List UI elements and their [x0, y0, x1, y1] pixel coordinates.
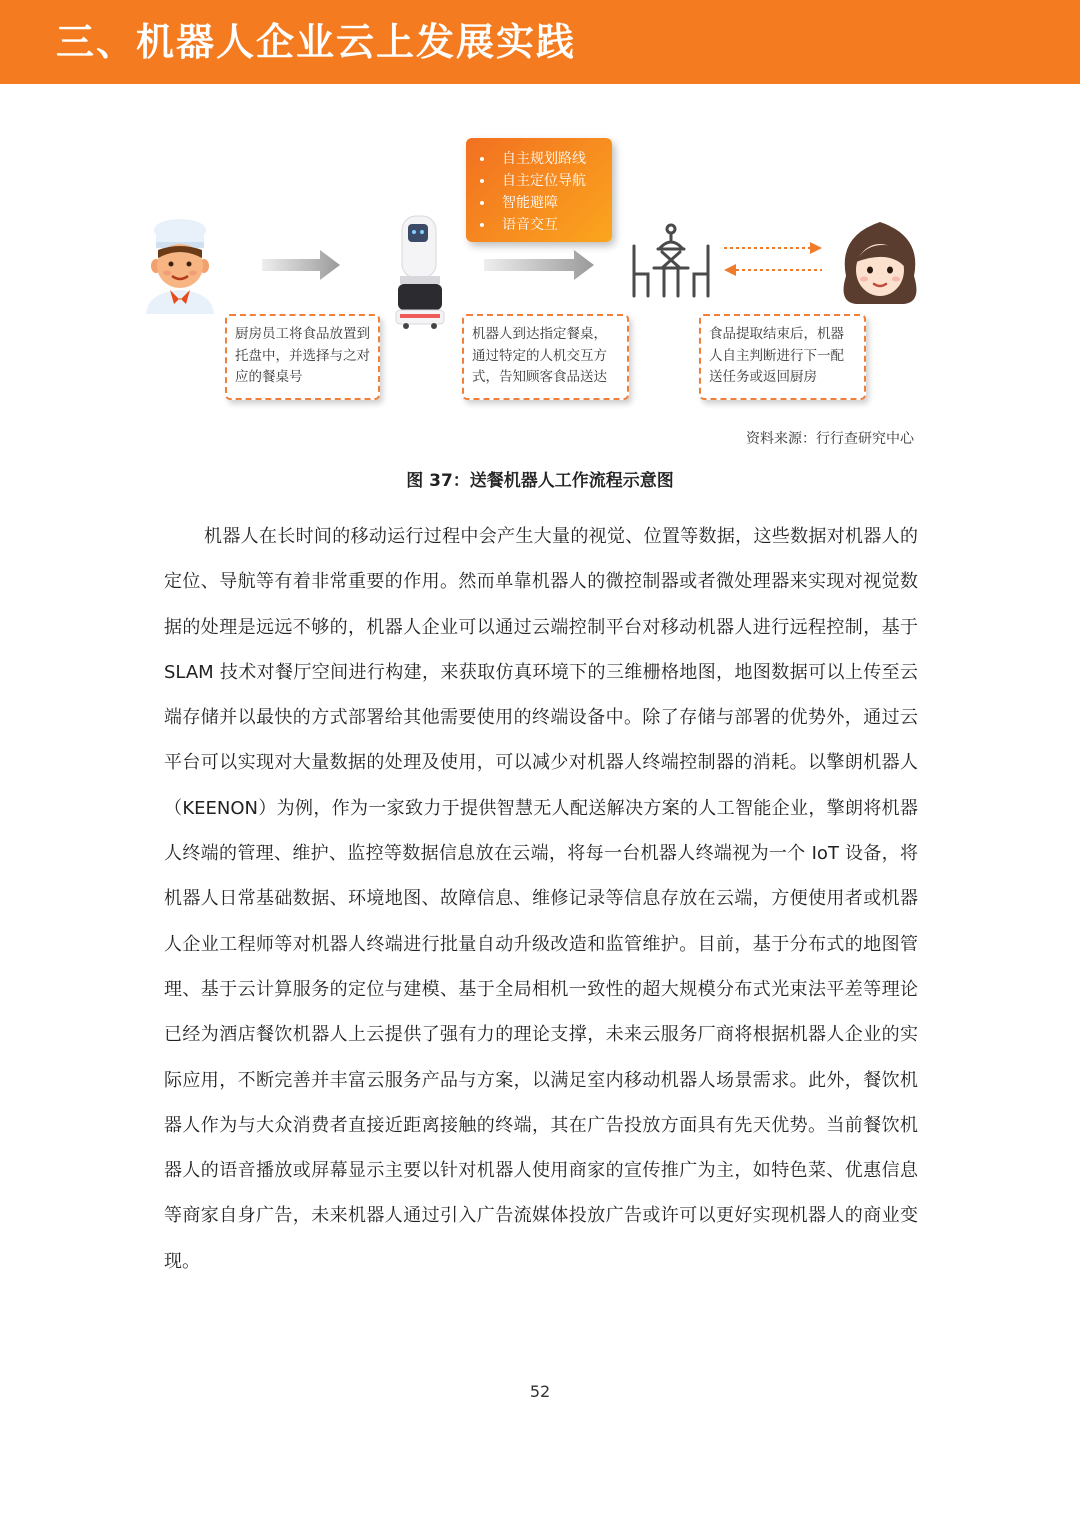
- arrow-right-icon: [262, 250, 342, 280]
- section-title: 三、机器人企业云上发展实践: [56, 20, 577, 64]
- robot-features-box: [466, 138, 612, 242]
- customer-woman-icon: [838, 216, 922, 308]
- bidirectional-arrow-icon: [722, 238, 824, 278]
- chef-icon: [140, 218, 220, 314]
- feature-item: 自主规划路线: [480, 148, 612, 170]
- dining-table-icon: [630, 222, 712, 298]
- arrow-right-icon: [484, 250, 596, 280]
- feature-item: 语音交互: [480, 214, 612, 236]
- figure-caption: 图 37：送餐机器人工作流程示意图: [406, 471, 674, 491]
- page-number: 52: [529, 1382, 551, 1401]
- step-box-robot-arrival: 机器人到达指定餐桌，通过特定的人机交互方式，告知顾客食品送达: [462, 314, 629, 400]
- feature-item: 智能避障: [480, 192, 612, 214]
- delivery-robot-icon: [392, 214, 448, 330]
- body-paragraph: 机器人在长时间的移动运行过程中会产生大量的视觉、位置等数据，这些数据对机器人的定位、导航等有着非常重要的作用。然而单靠机器人的微控制器或者微处理器来实现对视觉数据的处理是远远不够的，机器人企业可以通过云端控制平台对移动机器人进行远程控制，基于 SLAM 技术对餐厅空间进行构建，来获取仿真环境下的三维栅格地图，地图数据可以上传至云端存储并以最快的方式部署给其他需要使用的终端设备中。除了存储与部署的优势外，通过云平台可以实现对大量数据的处理及使用，可以减少对机器人终端控制器的消耗。以擎朗机器人（KEENON）为例，作为一家致力于提供智慧无人配送解决方案的人工智能企业，擎朗将机器人终端的管理、维护、监控等数据信息放在云端，将每一台机器人终端视为一个 IoT 设备，将机器人日常基础数据、环境地图、故障信息、维修记录等信息存放在云端，方便使用者或机器人企业工程师等对机器人终端进行批量自动升级改造和监管维护。目前，基于分布式的地图管理、基于云计算服务的定位与建模、基于全局相机一致性的超大规模分布式光束法平差等理论已经为酒店餐饮机器人上云提供了强有力的理论支撑，未来云服务厂商将根据机器人企业的实际应用，不断完善并丰富云服务产品与方案，以满足室内移动机器人场景需求。此外，餐饮机器人作为与大众消费者直接近距离接触的终端，其在广告投放方面具有先天优势。当前餐饮机器人的语音播放或屏幕显示主要以针对机器人使用商家的宣传推广为主，如特色菜、优惠信息等商家自身广告，未来机器人通过引入广告流媒体投放广告或许可以更好实现机器人的商业变现。: [164, 526, 918, 1272]
- body-text: [164, 514, 918, 1284]
- step-box-kitchen: 厨房员工将食品放置到托盘中，并选择与之对应的餐桌号: [225, 314, 380, 400]
- page-header: [0, 0, 1080, 84]
- step-box-return: 食品提取结束后，机器人自主判断进行下一配送任务或返回厨房: [699, 314, 866, 400]
- feature-item: 自主定位导航: [480, 170, 612, 192]
- source-note: 资料来源：行行查研究中心: [746, 431, 914, 447]
